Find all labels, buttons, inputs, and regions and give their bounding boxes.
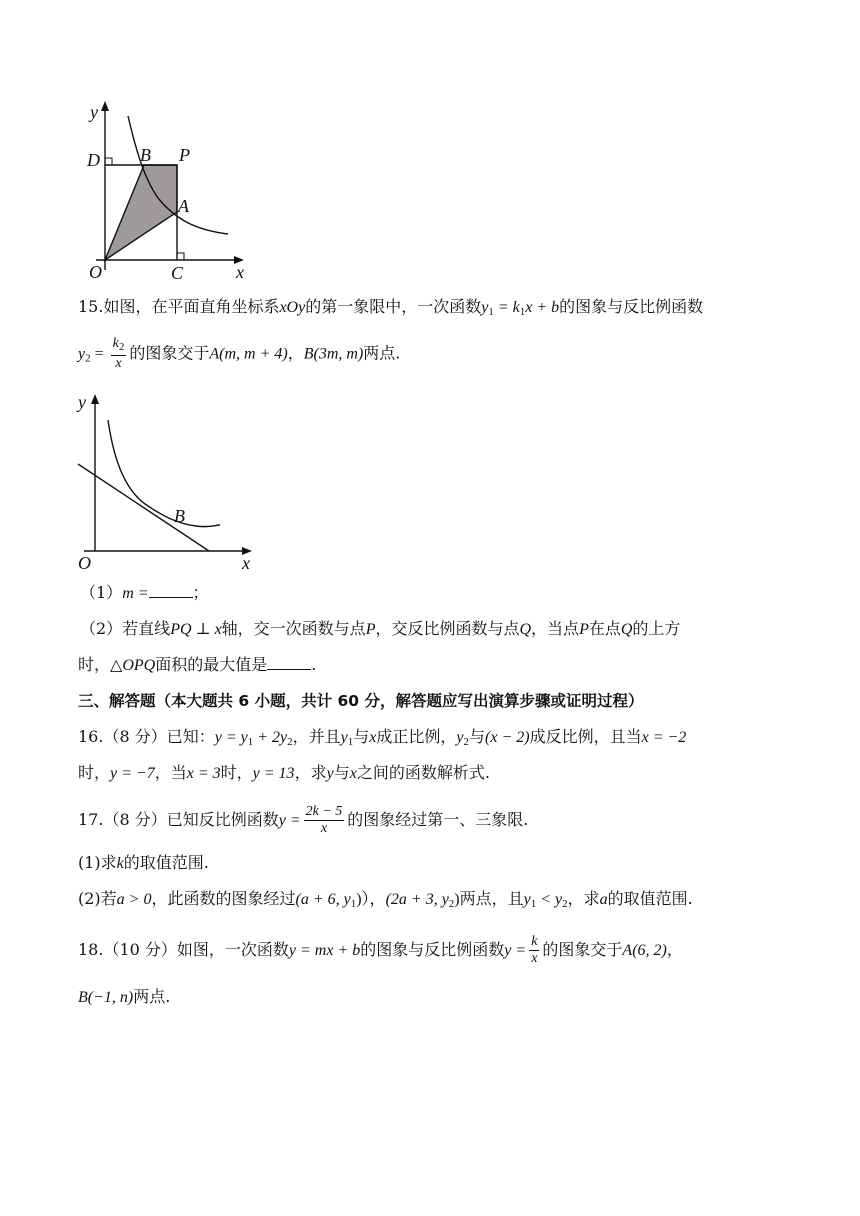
section-3-title: 三、解答题（本大题共 6 小题，共计 60 分，解答题应写出演算步骤或证明过程） — [78, 692, 644, 710]
q15-answer-blank-2 — [267, 655, 311, 670]
shaded-quadrilateral — [105, 165, 177, 260]
figure-2-graph — [74, 388, 270, 574]
label-y: y — [78, 392, 86, 412]
q15-m-equals: m = — [122, 585, 149, 602]
q15-fraction: $\frac{k_2}{x}$ — [112, 336, 125, 371]
q15-text: 的图象交于 — [129, 343, 210, 363]
label-p: P — [179, 145, 190, 165]
q17-line-1: 17.（8 分）已知反比例函数y = $\frac{2k - 5}{x}$ 的图象经过第一、三象限. — [78, 804, 529, 836]
label-a: A — [178, 196, 189, 216]
figure-1-graph — [78, 98, 268, 284]
q15-part-2-line-1: （2）若直线PQ ⊥ x轴，交一次函数与点P，交反比例函数与点Q，当点P在点Q的上方 — [80, 619, 681, 638]
hyperbola-curve — [108, 420, 220, 527]
q15-text: 15.如图，在平面直角坐标系 — [78, 297, 280, 316]
label-x: x — [236, 262, 244, 282]
q15-eq1: = k — [493, 299, 520, 316]
q15-part-2-line-2: 时，△OPQ面积的最大值是 . — [78, 655, 317, 674]
q15-y2: y — [78, 345, 86, 363]
q15-xoy: xOy — [279, 299, 306, 316]
label-o: O — [78, 553, 91, 573]
q15-text: 的第一象限中，一次函数 — [305, 297, 482, 316]
q15-eq1-b: x + b — [525, 299, 560, 316]
q15-y1: y — [481, 299, 489, 316]
label-o: O — [89, 262, 102, 282]
right-angle-mark-d — [105, 158, 112, 165]
q16-line-1: 16.（8 分）已知：$y = y_1 + 2y_2$，并且$y_1$与x成正比例，$y_2$与(x − 2)成反比例，且当x = −2 — [78, 727, 687, 748]
q15-line-2: $y_2$ = $\frac{k_2}{x}$ 的图象交于A(m, m + 4)，B(3m, m)两点. — [78, 336, 401, 371]
q15-text: 两点. — [363, 343, 401, 363]
q15-point-a: A(m, m + 4) — [209, 345, 288, 363]
label-d: D — [87, 150, 100, 170]
q17-part-1: (1)求k的取值范围. — [78, 853, 209, 872]
q18-line-2: B(−1, n)两点. — [78, 987, 171, 1006]
q18-line-1: 18.（10 分）如图，一次函数y = mx + b的图象与反比例函数y = $\frac{k}{x}$ 的图象交于A(6, 2)， — [78, 934, 683, 966]
label-y: y — [90, 102, 98, 122]
y-axis-arrow — [91, 394, 99, 404]
label-b: B — [140, 145, 151, 165]
q15-answer-blank-1 — [149, 583, 193, 598]
label-c: C — [171, 263, 184, 283]
q15-text: 的图象与反比例函数 — [559, 297, 704, 316]
q15-part-1: （1）m = ； — [80, 583, 209, 602]
label-b: B — [174, 506, 185, 526]
q15-point-b: B(3m, m) — [303, 345, 364, 363]
q17-part-2: (2)若a > 0，此函数的图象经过(a + 6, $y_1$)），(2a + 3, $y_2$)两点，且$y_1 < y_2$，求a的取值范围. — [78, 889, 693, 910]
q18-fraction: $\frac{k}{x}$ — [531, 934, 538, 966]
q15-line-1: 15.如图，在平面直角坐标系xOy的第一象限中，一次函数$y_1 = k_1x + b$的图象与反比例函数 — [78, 297, 704, 318]
q16-line-2: 时，y = −7，当x = 3时，y = 13，求y与x之间的函数解析式. — [78, 763, 490, 782]
right-angle-mark-c — [177, 253, 184, 260]
y-axis-arrow — [101, 101, 109, 111]
q17-fraction: $\frac{2k - 5}{x}$ — [305, 804, 343, 836]
label-x: x — [242, 553, 250, 573]
linear-function-line — [78, 464, 209, 551]
